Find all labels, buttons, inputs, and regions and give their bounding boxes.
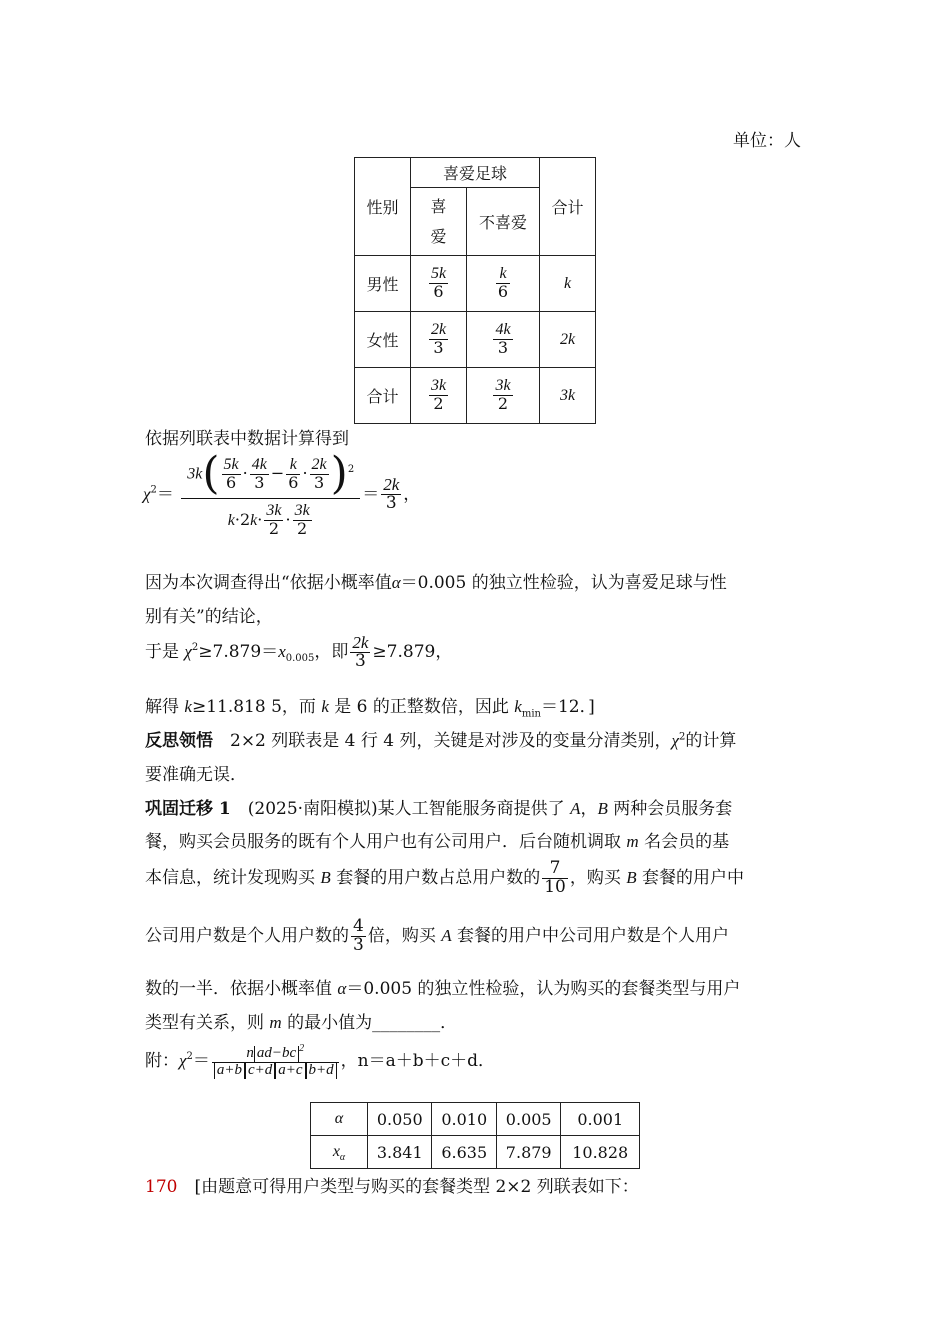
exercise-line-2: 餐，购买会员服务的既有个人用户也有公司用户．后台随机调取 m 名会员的基 <box>145 832 730 852</box>
reflection-line-2: 要准确无误． <box>145 765 247 785</box>
contingency-table <box>354 157 596 424</box>
header-dislike: 不喜爱 <box>467 188 540 256</box>
exercise-line-3: 本信息，统计发现购买 B 套餐的用户数占总用户数的 $\frac{7}{10}$ ，购买 B 套餐的用户中 <box>145 858 745 897</box>
reflection-line-1: 反思领悟 2×2 列联表是 4 行 4 列，关键是对涉及的变量分清类别，$\chi^2$的计算 <box>145 731 737 751</box>
calc-intro: 依据列联表中数据计算得到 <box>145 429 349 449</box>
exercise-title: 巩固迁移 1 <box>145 799 231 819</box>
critical-value-table <box>310 1102 640 1169</box>
table-row: $x_\alpha$ 3.841 6.635 7.879 10.828 <box>311 1136 640 1169</box>
header-total: 合计 <box>540 158 596 256</box>
answer-value: 170 <box>145 1177 178 1197</box>
para-solution: 解得 k≥11.818 5，而 k 是 6 的正整数倍，因此 $k_{min}=12$．] <box>145 697 595 720</box>
table-row: 男性 $\frac{5k}{6}$ $\frac{k}{6}$ k <box>355 256 596 312</box>
unit-label: 单位：人 <box>733 131 801 151</box>
table-row: 女性 $\frac{2k}{3}$ $\frac{4k}{3}$ 2k <box>355 312 596 368</box>
exercise-line-5: 数的一半．依据小概率值 α＝0.005 的独立性检验，认为购买的套餐类型与用户 <box>145 979 741 999</box>
table-row: 合计 $\frac{3k}{2}$ $\frac{3k}{2}$ 3k <box>355 368 596 424</box>
table-row: α 0.050 0.010 0.005 0.001 <box>311 1103 640 1136</box>
exercise-line-6: 类型有关系，则 m 的最小值为________． <box>145 1013 458 1033</box>
appendix-formula: 附：$\chi^2=$ $\frac{n ad-bc ^2}{\text{a+b c+d a+c b+d}}$ ，n＝a＋b＋c＋d． <box>145 1043 496 1078</box>
para-inequality: 于是 $\chi^2\ge 7.879=x_{0.005}$，即 $\frac{2k}{3}$ ≥7.879， <box>145 633 453 671</box>
header-gender: 性别 <box>355 158 411 256</box>
answer-line: 170 [由题意可得用户类型与购买的套餐类型 2×2 列联表如下： <box>145 1177 639 1197</box>
reflection-title: 反思领悟 <box>145 731 213 751</box>
exercise-line-1: 巩固迁移 1 (2025·南阳模拟)某人工智能服务商提供了 A，B 两种会员服务套 <box>145 799 733 819</box>
chi-square-formula: $\chi^2=$ 3k( $\frac{5k}{6}$ · $\frac{4k}{3}$ − $\frac{k}{6}$ · $\frac{2k}{3}$ )$^2$ k·2k· $\frac{3k}{2}$ · $\frac{3k}{2}$ ＝ $\frac{2k}{3}$ ， <box>143 448 421 538</box>
exercise-line-4: 公司用户数是个人用户数的 $\frac{4}{3}$ 倍，购买 A 套餐的用户中公司用户数是个人用户 <box>145 916 730 955</box>
header-like-football: 喜爱足球 <box>411 158 540 188</box>
para-conclusion-1: 因为本次调查得出“依据小概率值α＝0.005 的独立性检验，认为喜爱足球与性 <box>145 573 727 593</box>
header-like: 喜 爱 <box>411 188 467 256</box>
para-conclusion-2: 别有关”的结论， <box>145 607 273 627</box>
